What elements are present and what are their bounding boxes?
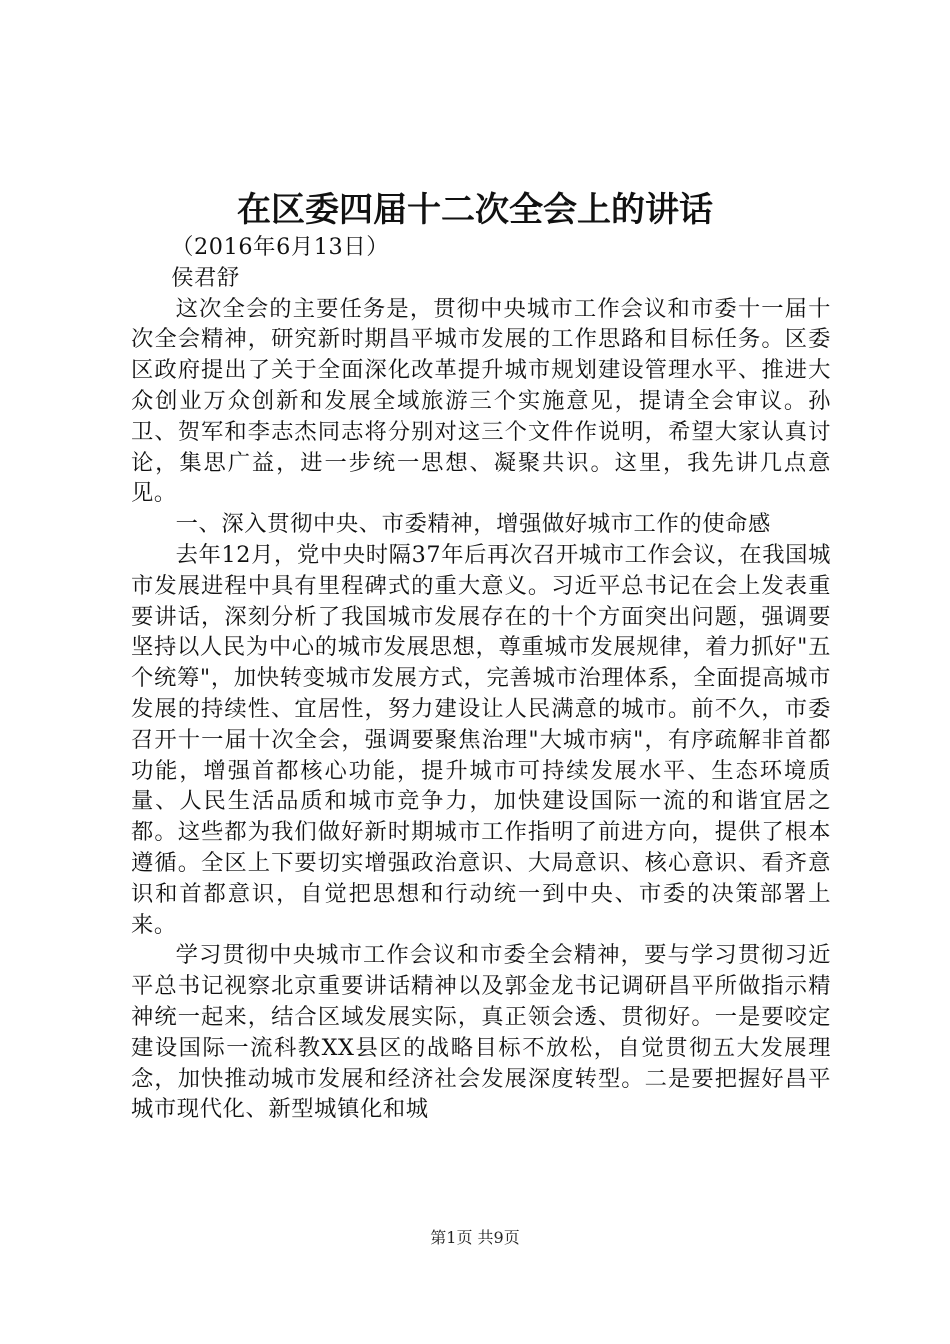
body-paragraph: 学习贯彻中央城市工作会议和市委全会精神，要与学习贯彻习近平总书记视察北京重要讲话精神以及郭金龙书记调研昌平所做指示精神统一起来，结合区域发展实际，真正领会透、贯彻好。一是要咬定建设国际一流科教XX县区的战略目标不放松，自觉贯彻五大发展理念，加快推动城市发展和经济社会发展深度转型。二是要把握好昌平城市现代化、新型城镇化和城: [131, 942, 831, 1123]
body-paragraph: 去年12月，党中央时隔37年后再次召开城市工作会议，在我国城市发展进程中具有里程碑式的重大意义。习近平总书记在会上发表重要讲话，深刻分析了我国城市发展存在的十个方面突出问题，强调要坚持以人民为中心的城市发展思想，尊重城市发展规律，着力抓好"五个统筹"，加快转变城市发展方式，完善城市治理体系，全面提高城市发展的持续性、宜居性，努力建设让人民满意的城市。前不久，市委召开十一届十次全会，强调要聚焦治理"大城市病"，有序疏解非首都功能，增强首都核心功能，提升城市可持续发展水平、生态环境质量、人民生活品质和城市竞争力，加快建设国际一流的和谐宜居之都。这些都为我们做好新时期城市工作指明了前进方向，提供了根本遵循。全区上下要切实增强政治意识、大局意识、核心意识、看齐意识和首都意识，自觉把思想和行动统一到中央、市委的决策部署上来。: [131, 541, 831, 938]
document-title: 在区委四届十二次全会上的讲话: [237, 190, 713, 230]
body-paragraph: 这次全会的主要任务是，贯彻中央城市工作会议和市委十一届十次全会精神，研究新时期昌平城市发展的工作思路和目标任务。区委区政府提出了关于全面深化改革提升城市规划建设管理水平、推进大众创业万众创新和发展全域旅游三个实施意见，提请全会审议。孙卫、贺军和李志杰同志将分别对这三个文件作说明，希望大家认真讨论，集思广益，进一步统一思想、凝聚共识。这里，我先讲几点意见。: [131, 295, 831, 507]
section-heading: 一、深入贯彻中央、市委精神，增强做好城市工作的使命感: [175, 511, 771, 538]
page-number: 第1页 共9页: [430, 1228, 520, 1247]
speech-date: （2016年6月13日）: [171, 234, 390, 260]
document-body: [131, 232, 831, 1125]
speech-author: 侯君舒: [171, 264, 240, 291]
